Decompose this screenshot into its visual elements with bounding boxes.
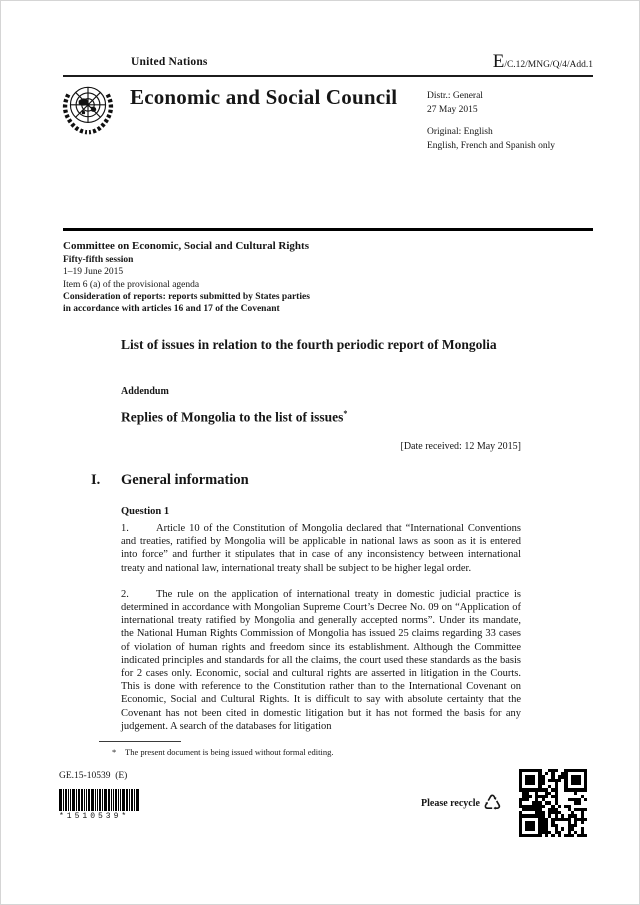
united-nations-label: United Nations <box>131 56 208 68</box>
session-dates: 1–19 June 2015 <box>63 267 124 278</box>
subtitle-text: Replies of Mongolia to the list of issues <box>121 409 344 425</box>
recycle-label: Please recycle <box>421 798 480 809</box>
document-symbol <box>63 51 593 73</box>
distr-date: 27 May 2015 <box>427 104 478 115</box>
agenda-item: Item 6 (a) of the provisional agenda <box>63 279 200 290</box>
body-paragraphs <box>121 522 521 746</box>
footnote <box>112 747 492 757</box>
report-subtitle <box>121 409 347 426</box>
report-title: List of issues in relation to the fourth periodic report of Mongolia <box>121 337 497 352</box>
agenda-title-line1: Consideration of reports: reports submitted by States parties <box>63 291 310 302</box>
un-emblem-icon <box>57 79 119 141</box>
spacer <box>427 117 555 126</box>
paragraph-number: 2. <box>121 588 129 600</box>
original-language: Original: English <box>427 127 493 137</box>
session-block <box>63 239 533 315</box>
agenda-title-line2: in accordance with articles 16 and 17 of the Covenant <box>63 304 280 315</box>
distr-line: Distr.: General <box>427 91 483 101</box>
barcode-digits: *1510539* <box>59 812 130 821</box>
section-number: I. <box>91 472 101 488</box>
committee-name: Committee on Economic, Social and Cultural Rights <box>63 240 309 252</box>
date-received: [Date received: 12 May 2015] <box>400 441 521 452</box>
distribution-block <box>427 90 555 153</box>
section-heading <box>91 472 249 489</box>
paragraph-1 <box>121 522 521 575</box>
footnote-divider <box>99 741 181 742</box>
ge-document-number: GE.15-10539 (E) <box>59 771 128 781</box>
header-divider-thick <box>63 228 593 231</box>
paragraph-number: 1. <box>121 523 129 534</box>
qr-code <box>519 769 587 837</box>
footnote-reference-mark: * <box>343 409 348 418</box>
session-name: Fifty-fifth session <box>63 255 134 265</box>
question-label: Question 1 <box>121 506 170 517</box>
section-title: General information <box>121 472 249 488</box>
recycle-note <box>421 793 502 814</box>
recycle-icon: ♺ <box>482 791 502 815</box>
footnote-text: The present document is being issued without formal editing. <box>125 747 334 757</box>
languages-note: English, French and Spanish only <box>427 140 555 151</box>
footnote-mark: * <box>112 747 117 757</box>
paragraph-text: The rule on the application of international treaty in domestic judicial practice is determined in accordance with Mongolian Supreme Court’s Decree No. 09 on “Application of international treaty ratified by Mongolia and generally accepted norms”. Under its mandate, the National Human Rights Commission of Mongolia has issued 25 claims regarding 33 cases of violation of human rights and freedom since its establishment. Although the Committee indicated principles and standards for all the claims, the court used these standards as the basis for 2 cases only. Economic, social and cultural rights are asserted in litigation in the Courts. This is done with reference to the Constitution rather than to the International Covenant on Economic, Social and Cultural Rights. It is difficult to say with absolute certainty that the Covenant has not been cited in domestic litigation but it has not formed the basis for any judgement. A search of the databases for litigation <box>121 588 521 732</box>
barcode <box>59 789 143 811</box>
header-divider-thin <box>63 75 593 77</box>
document-symbol-series: E <box>492 51 505 72</box>
addendum-label: Addendum <box>121 386 169 397</box>
paragraph-2 <box>121 588 521 733</box>
paragraph-text: Article 10 of the Constitution of Mongolia declared that “International Conventions and treaties, ratified by Mongolia will be applicable in national laws as soon as it is entered into force” and further it stipulates that in case of any inconsistency between international treaty and national law, international treaty shall be subject to be higher legal order. <box>121 523 521 574</box>
document-symbol-number: /C.12/MNG/Q/4/Add.1 <box>504 60 593 70</box>
page-title: Economic and Social Council <box>130 85 398 109</box>
